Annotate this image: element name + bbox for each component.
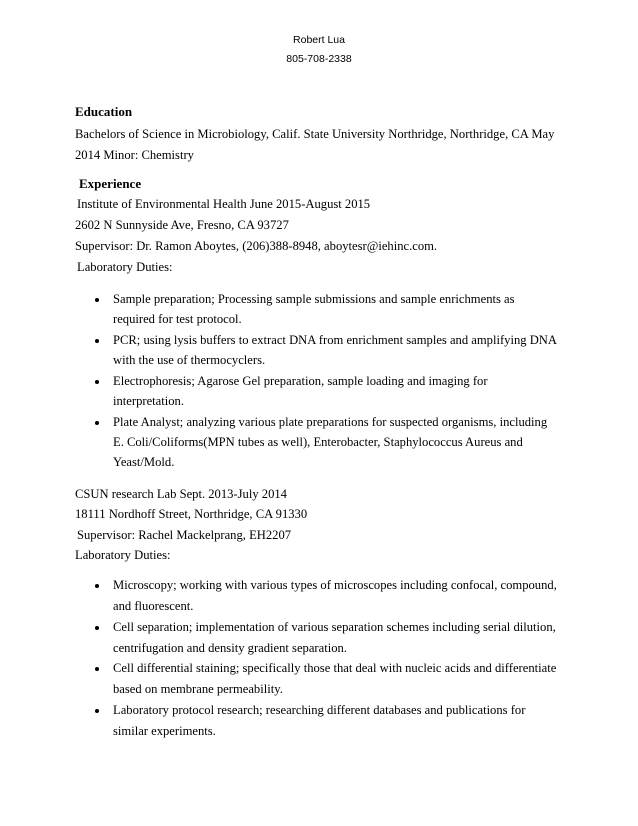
job1-bullet-4-line-3: Yeast/Mold. xyxy=(113,455,175,469)
job1-bullet-3-line-2: interpretation. xyxy=(113,394,184,408)
job1-bullet-1-line-1: Sample preparation; Processing sample submissions and sample enrichments as xyxy=(113,292,515,306)
bullet-icon xyxy=(95,339,99,343)
job1-line-1: Institute of Environmental Health June 2015-August 2015 xyxy=(77,197,371,211)
job1-bullet-2-line-2: with the use of thermocyclers. xyxy=(113,353,266,367)
education-line-2: 2014 Minor: Chemistry xyxy=(75,148,194,162)
bullet-icon xyxy=(95,626,99,630)
job1-bullet-4-line-1: Plate Analyst; analyzing various plate preparations for suspected organisms, including xyxy=(113,415,548,429)
bullet-icon xyxy=(95,298,99,302)
bullet-icon xyxy=(95,667,99,671)
job2-bullet-4-line-2: similar experiments. xyxy=(113,724,216,738)
job1-duties-label: Laboratory Duties: xyxy=(77,260,173,274)
name: Robert Lua xyxy=(293,34,345,46)
phone: 805-708-2338 xyxy=(286,53,352,65)
job2-bullet-4-line-1: Laboratory protocol research; researching different databases and publications for xyxy=(113,703,526,717)
job1-line-2: 2602 N Sunnyside Ave, Fresno, CA 93727 xyxy=(75,218,289,232)
job2-line-3: Supervisor: Rachel Mackelprang, EH2207 xyxy=(77,528,292,542)
bullet-icon xyxy=(95,380,99,384)
header xyxy=(0,31,638,69)
job2-bullet-1-line-1: Microscopy; working with various types of microscopes including confocal, compound, xyxy=(113,578,557,592)
job1-bullet-2-line-1: PCR; using lysis buffers to extract DNA from enrichment samples and amplifying DNA xyxy=(113,333,557,347)
education-heading: Education xyxy=(75,104,133,119)
experience-heading: Experience xyxy=(79,176,142,191)
job1-bullet-4-line-2: E. Coli/Coliforms(MPN tubes as well), Enterobacter, Staphylococcus Aureus and xyxy=(113,435,523,449)
job2-duties-label: Laboratory Duties: xyxy=(75,548,171,562)
job1-bullet-1-line-2: required for test protocol. xyxy=(113,312,242,326)
job1-line-3: Supervisor: Dr. Ramon Aboytes, (206)388-8948, aboytesr@iehinc.com. xyxy=(75,239,438,253)
job2-line-2: 18111 Nordhoff Street, Northridge, CA 91330 xyxy=(75,507,308,521)
job2-bullet-3-line-1: Cell differential staining; specifically those that deal with nucleic acids and differentiate xyxy=(113,661,557,675)
job1-bullet-3-line-1: Electrophoresis; Agarose Gel preparation, sample loading and imaging for xyxy=(113,374,488,388)
education-line-1: Bachelors of Science in Microbiology, Calif. State University Northridge, Northridge, CA May xyxy=(75,127,555,141)
job2-bullet-2-line-1: Cell separation; implementation of various separation schemes including serial dilution, xyxy=(113,620,556,634)
bullet-icon xyxy=(95,584,99,588)
job2-bullet-2-line-2: centrifugation and density gradient separation. xyxy=(113,641,347,655)
bullet-icon xyxy=(95,709,99,713)
job2-bullet-1-line-2: and fluorescent. xyxy=(113,599,194,613)
job2-line-1: CSUN research Lab Sept. 2013-July 2014 xyxy=(75,487,287,501)
bullet-icon xyxy=(95,421,99,425)
job2-bullet-3-line-2: based on membrane permeability. xyxy=(113,682,283,696)
